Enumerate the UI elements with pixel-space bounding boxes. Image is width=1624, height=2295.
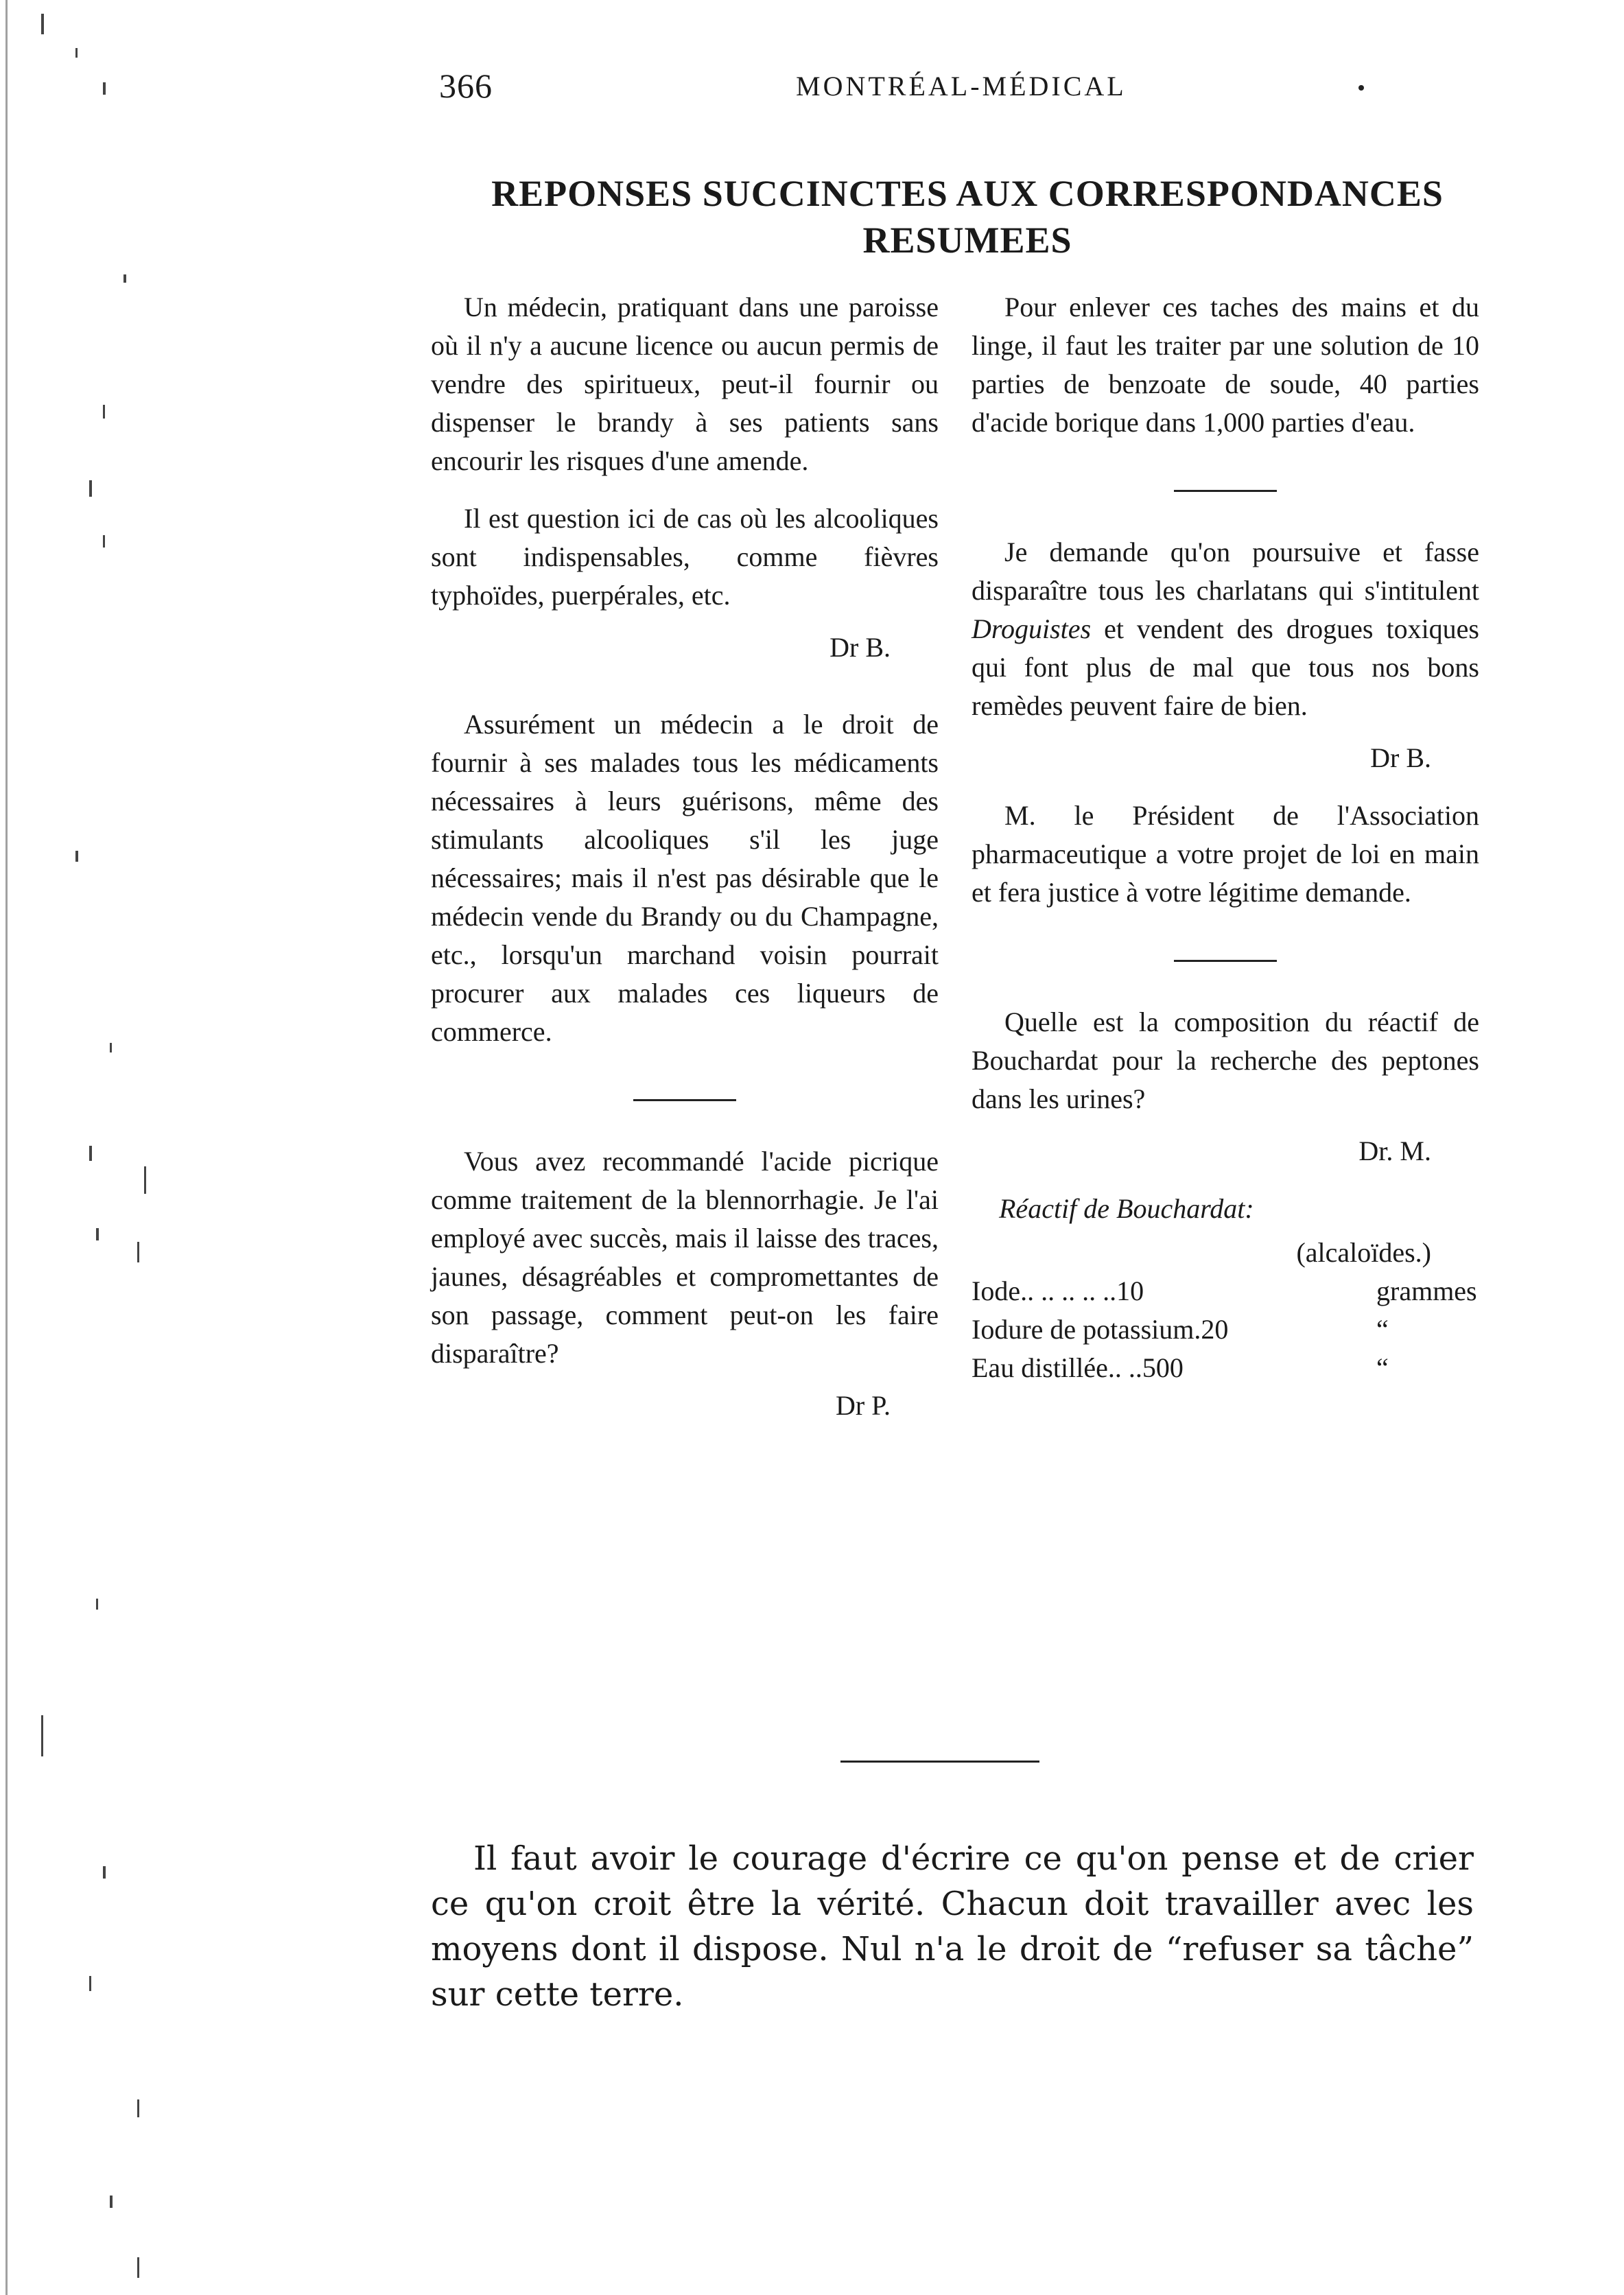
- page-header: [439, 66, 1482, 121]
- question-1-text: Un médecin, pratiquant dans une paroisse où il n'y a aucune licence ou aucun permis de vendre des spiritueux, peut-il fournir ou dispenser le brandy à ses patients sans encourir les risques d'une amende.: [431, 292, 939, 476]
- question-3-text: [972, 533, 1479, 725]
- separator-rule: [633, 1099, 736, 1101]
- question-3-signature: Dr B.: [1370, 742, 1431, 773]
- recipe-row: [972, 1310, 1479, 1349]
- recipe-ingredient: Iodure de potassium.20: [972, 1314, 1229, 1345]
- right-column: [972, 288, 1479, 1387]
- reactif-subtitle: (alcaloïdes.): [1296, 1237, 1431, 1268]
- answer-3-text: M. le Président de l'Association pharmaceutique a votre projet de loi en main et fera justice à votre légitime demande.: [972, 800, 1479, 908]
- question-2-text: Vous avez recommandé l'acide picrique comme traitement de la blennorrhagie. Je l'ai employé avec succès, mais il laisse des traces, jaunes, désagréables et compromettantes de son passage, comment peut-on les faire disparaître?: [431, 1146, 939, 1369]
- recipe-row: [972, 1349, 1479, 1387]
- question-4-text: Quelle est la composition du réactif de Bouchardat pour la recherche des peptones dans les urines?: [972, 1007, 1479, 1114]
- header-ink-mark: [1358, 85, 1364, 91]
- running-title: MONTRÉAL-MÉDICAL: [796, 71, 1127, 102]
- reactif-title: Réactif de Bouchardat:: [999, 1193, 1254, 1224]
- scan-margin-specks: [0, 0, 178, 2295]
- answer-2-text: Pour enlever ces taches des mains et du linge, il faut les traiter par une solution de 10 parties de benzoate de soude, 40 parties d'acide borique dans 1,000 parties d'eau.: [972, 292, 1479, 438]
- question-1-signature: Dr B.: [829, 632, 891, 663]
- section-title: [480, 170, 1455, 263]
- closing-separator-rule: [840, 1761, 1039, 1763]
- recipe-list: [972, 1272, 1479, 1387]
- section-title-line-2: RESUMEES: [862, 220, 1072, 261]
- left-column: [431, 288, 939, 1425]
- question-4-signature: Dr. M.: [1358, 1135, 1431, 1166]
- recipe-unit: “: [1376, 1352, 1389, 1383]
- recipe-ingredient: Iode.. .. .. .. ..10: [972, 1275, 1144, 1306]
- separator-rule: [1174, 960, 1277, 962]
- section-title-line-1: REPONSES SUCCINCTES AUX CORRESPONDANCES: [491, 173, 1444, 214]
- question-1-addendum: Il est question ici de cas où les alcooliques sont indispensables, comme fièvres typhoïdes, puerpérales, etc.: [431, 503, 939, 611]
- closing-paragraph: Il faut avoir le courage d'écrire ce qu'on pense et de crier ce qu'on croit être la vérité. Chacun doit travailler avec les moyens dont il dispose. Nul n'a le droit de “refuser sa tâche” sur cette terre.: [431, 1839, 1474, 2014]
- question-3-text-end: et vendent des drogues toxiques qui font plus de mal que tous nos bons remèdes peuvent faire de bien.: [972, 613, 1479, 721]
- recipe-row: [972, 1272, 1479, 1310]
- question-2-signature: Dr P.: [835, 1390, 891, 1421]
- recipe-unit: grammes: [1376, 1275, 1477, 1306]
- separator-rule: [1174, 490, 1277, 492]
- page-number: 366: [439, 67, 493, 105]
- answer-1-text: Assurément un médecin a le droit de fournir à ses malades tous les médicaments nécessaires à leurs guérisons, même des stimulants alcooliques s'il les juge nécessaires; mais il n'est pas désirable que le médecin vende du Brandy ou du Champagne, etc., lorsqu'un marchand voisin pourrait procurer aux malades ces liqueurs de commerce.: [431, 709, 939, 1047]
- question-3-text-start: Je demande qu'on poursuive et fasse disparaître tous les charlatans qui s'intitulent: [972, 537, 1479, 606]
- recipe-ingredient: Eau distillée.. ..500: [972, 1352, 1184, 1383]
- question-3-italic-word: Droguistes: [972, 613, 1092, 644]
- recipe-unit: “: [1376, 1314, 1389, 1345]
